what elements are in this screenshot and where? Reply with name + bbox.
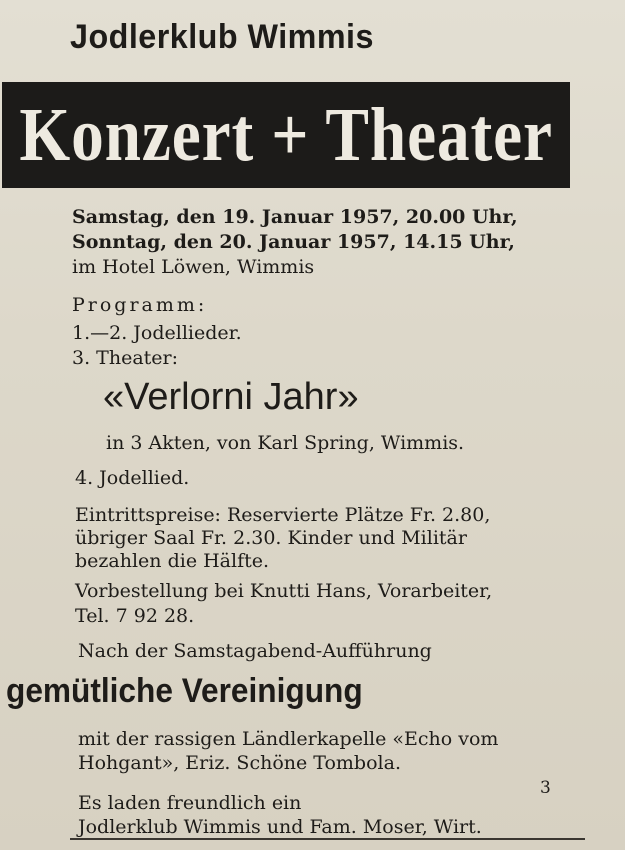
banner-title: Konzert + Theater xyxy=(19,92,553,177)
venue-line: im Hotel Löwen, Wimmis xyxy=(72,256,315,278)
play-details: in 3 Akten, von Karl Spring, Wimmis. xyxy=(106,432,465,454)
gathering-heading: gemütliche Vereinigung xyxy=(6,672,363,710)
program-item-4: 4. Jodellied. xyxy=(75,467,190,489)
prices-line-3: bezahlen die Hälfte. xyxy=(75,550,270,572)
invitation-line-2: Jodlerklub Wimmis und Fam. Moser, Wirt. xyxy=(78,816,482,838)
date-line-1: Samstag, den 19. Januar 1957, 20.00 Uhr, xyxy=(72,206,518,228)
prices-line-1: Eintrittspreise: Reservierte Plätze Fr. 2.80, xyxy=(75,504,491,526)
ad-number: 3 xyxy=(540,778,551,798)
program-heading: Programm: xyxy=(72,294,208,316)
gathering-line-2: Hohgant», Eriz. Schöne Tombola. xyxy=(78,752,401,774)
gathering-line-1: mit der rassigen Ländlerkapelle «Echo vom xyxy=(78,728,499,750)
bottom-rule xyxy=(70,838,585,840)
program-item-1: 1.—2. Jodellieder. xyxy=(72,322,242,344)
after-show-line: Nach der Samstagabend-Aufführung xyxy=(78,640,432,662)
invitation-line-1: Es laden freundlich ein xyxy=(78,792,302,814)
program-item-2: 3. Theater: xyxy=(72,347,179,369)
prices-line-2: übriger Saal Fr. 2.30. Kinder und Militär xyxy=(75,527,467,549)
booking-line-1: Vorbestellung bei Knutti Hans, Vorarbeiter, xyxy=(75,580,493,602)
date-line-2: Sonntag, den 20. Januar 1957, 14.15 Uhr, xyxy=(72,231,515,253)
event-banner xyxy=(2,82,570,188)
club-title: Jodlerklub Wimmis xyxy=(70,18,374,56)
booking-line-2: Tel. 7 92 28. xyxy=(75,605,195,627)
play-title: «Verlorni Jahr» xyxy=(103,376,359,418)
